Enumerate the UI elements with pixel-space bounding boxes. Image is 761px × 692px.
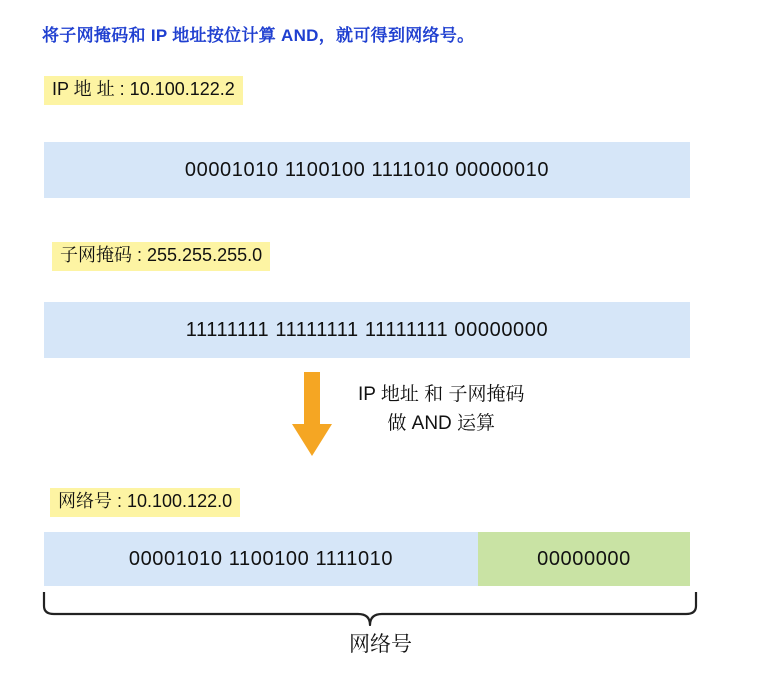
result-binary-bar	[44, 532, 690, 586]
ip-address-binary-bar: 00001010 1100100 1111010 00000010	[44, 142, 690, 198]
subnet-mask-binary-bar: 11111111 11111111 11111111 00000000	[44, 302, 690, 358]
curly-brace-icon	[40, 592, 700, 626]
result-host-bits: 00000000	[478, 532, 690, 586]
operation-line-2: 做 AND 运算	[387, 413, 496, 435]
subnet-mask-label: 子网掩码 : 255.255.255.0	[52, 242, 270, 271]
page-title: 将子网掩码和 IP 地址按位计算 AND，就可得到网络号。	[42, 26, 475, 45]
result-network-bits: 00001010 1100100 1111010	[44, 532, 478, 586]
operation-line-1: IP 地址 和 子网掩码	[358, 384, 525, 405]
ip-address-label: IP 地 址 : 10.100.122.2	[44, 76, 243, 105]
network-id-caption: 网络号	[349, 633, 412, 656]
down-arrow-icon	[292, 372, 332, 456]
network-id-label: 网络号 : 10.100.122.0	[50, 488, 240, 517]
operation-annotation	[358, 380, 524, 439]
